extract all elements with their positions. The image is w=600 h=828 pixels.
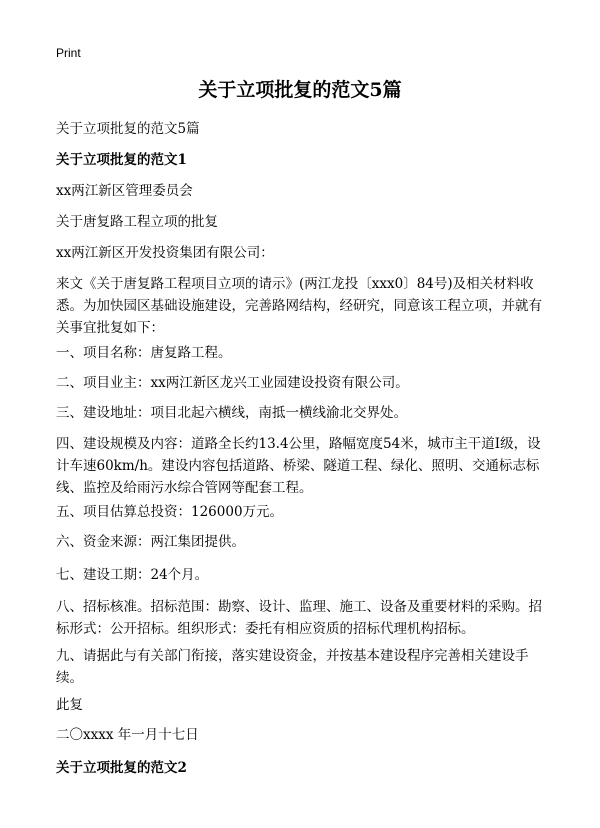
intro-paragraph: 来文《关于唐复路工程项目立项的请示》(两江龙投〔xxx0〕84号)及相关材料收悉。为加快园区基础设施建设，完善路网结构，经研究，同意该工程立项，并就有关事宜批复如下： xyxy=(56,276,542,336)
list-item: 三、建设地址：项目北起六横线，南抵一横线渝北交界处。 xyxy=(56,405,407,421)
document-title: 关于立项批复的范文5篇 xyxy=(198,79,402,101)
date-line: 二〇xxxx 年一月十七日 xyxy=(56,727,199,743)
section1-heading: 关于立项批复的范文1 xyxy=(56,152,187,168)
list-item: 六、资金来源：两江集团提供。 xyxy=(56,534,245,550)
subject-line: 关于唐复路工程立项的批复 xyxy=(56,214,218,230)
list-item: 七、建设工期：24个月。 xyxy=(56,567,209,583)
list-item: 九、请据此与有关部门衔接，落实建设资金，并按基本建设程序完善相关建设手续。 xyxy=(56,648,529,686)
print-label: Print xyxy=(56,46,81,60)
list-item: 一、项目名称：唐复路工程。 xyxy=(56,345,232,361)
addressee-line: xx两江新区开发投资集团有限公司： xyxy=(56,245,274,261)
recipient-org: xx两江新区管理委员会 xyxy=(56,183,193,199)
list-item: 八、招标核准。招标范围：勘察、设计、监理、施工、设备及重要材料的采购。招标形式：公开招标。组织形式：委托有相应资质的招标代理机构招标。 xyxy=(56,599,542,637)
list-item: 四、建设规模及内容：道路全长约13.4公里，路幅宽度54米，城市主干道I级，设计车速60km/h。建设内容包括道路、桥梁、隧道工程、绿化、照明、交通标志标线、监控及给雨污水综合管网等配套工程。 xyxy=(56,436,541,496)
list-item: 五、项目估算总投资：126000万元。 xyxy=(56,504,284,520)
section2-heading: 关于立项批复的范文2 xyxy=(56,760,187,776)
closing-line: 此复 xyxy=(56,697,83,713)
list-item: 二、项目业主：xx两江新区龙兴工业园建设投资有限公司。 xyxy=(56,375,409,391)
document-subtitle: 关于立项批复的范文5篇 xyxy=(56,121,200,137)
